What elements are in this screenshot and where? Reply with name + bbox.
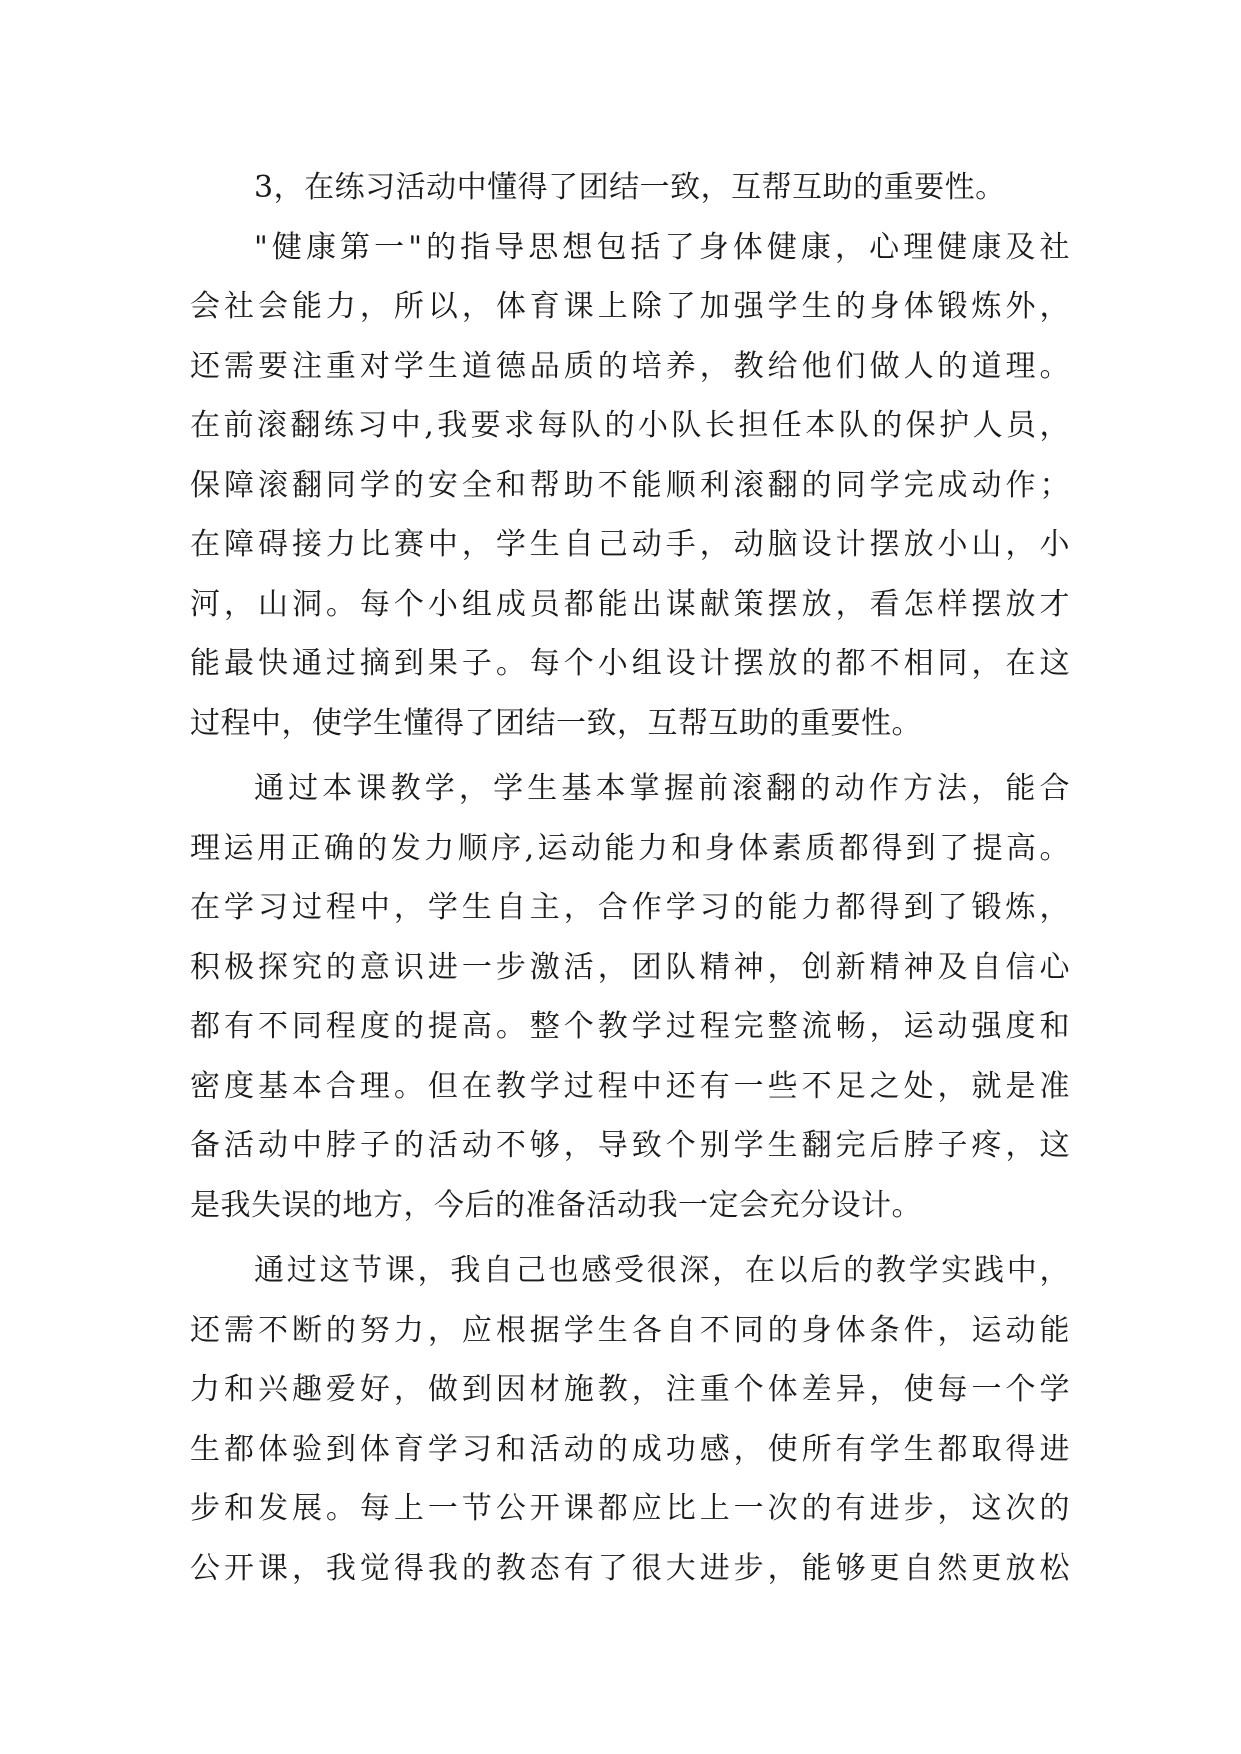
paragraph-3-line-7: 备活动中脖子的活动不够，导致个别学生翻完后脖子疼，这 bbox=[190, 1128, 1070, 1163]
paragraph-3-line-3: 在学习过程中，学生自主，合作学习的能力都得到了锻炼， bbox=[190, 890, 1070, 925]
paragraph-2-line-8: 能最快通过摘到果子。每个小组设计摆放的都不相同，在这 bbox=[190, 646, 1070, 681]
paragraph-2-line-6: 在障碍接力比赛中，学生自己动手，动脑设计摆放小山，小 bbox=[190, 527, 1070, 562]
paragraph-2-line-1: "健康第一"的指导思想包括了身体健康，心理健康及社 bbox=[254, 229, 1070, 265]
paragraph-4-line-2: 还需不断的努力，应根据学生各自不同的身体条件，运动能 bbox=[190, 1312, 1070, 1348]
paragraph-2-line-5: 保障滚翻同学的安全和帮助不能顺利滚翻的同学完成动作； bbox=[190, 467, 1070, 503]
paragraph-4-line-1: 通过这节课，我自己也感受很深，在以后的教学实践中， bbox=[254, 1253, 1070, 1288]
body-text bbox=[190, 158, 1070, 1598]
paragraph-2-line-4: 在前滚翻练习中,我要求每队的小队长担任本队的保护人员， bbox=[190, 408, 1070, 443]
paragraph-4-line-4: 生都体验到体育学习和活动的成功感，使所有学生都取得进 bbox=[190, 1431, 1070, 1467]
paragraph-2-line-7: 河，山洞。每个小组成员都能出谋献策摆放，看怎样摆放才 bbox=[190, 586, 1070, 622]
paragraph-3-line-5: 都有不同程度的提高。整个教学过程完整流畅，运动强度和 bbox=[190, 1009, 1070, 1044]
paragraph-3-line-8: 是我失误的地方，今后的准备活动我一定会充分设计。 bbox=[190, 1187, 922, 1223]
paragraph-2-line-3: 还需要注重对学生道德品质的培养，教给他们做人的道理。 bbox=[190, 348, 1070, 384]
paragraph-4-line-3: 力和兴趣爱好，做到因材施教，注重个体差异，使每一个学 bbox=[190, 1372, 1070, 1407]
paragraph-3-line-1: 通过本课教学，学生基本掌握前滚翻的动作方法，能合 bbox=[254, 771, 1070, 806]
paragraph-4-line-5: 步和发展。每上一节公开课都应比上一次的有进步，这次的 bbox=[190, 1491, 1070, 1526]
paragraph-2-line-2: 会社会能力，所以，体育课上除了加强学生的身体锻炼外， bbox=[190, 289, 1070, 324]
paragraph-1-line-1: 3，在练习活动中懂得了团结一致，互帮互助的重要性。 bbox=[254, 170, 1006, 205]
paragraph-3-line-4: 积极探究的意识进一步激活，团队精神，创新精神及自信心 bbox=[190, 949, 1070, 985]
paragraph-3-line-6: 密度基本合理。但在教学过程中还有一些不足之处，就是准 bbox=[190, 1068, 1070, 1104]
paragraph-2-line-9: 过程中，使学生懂得了团结一致，互帮互助的重要性。 bbox=[190, 705, 922, 741]
paragraph-3-line-2: 理运用正确的发力顺序,运动能力和身体素质都得到了提高。 bbox=[190, 830, 1070, 866]
paragraph-4-line-6: 公开课，我觉得我的教态有了很大进步，能够更自然更放松 bbox=[190, 1550, 1070, 1586]
